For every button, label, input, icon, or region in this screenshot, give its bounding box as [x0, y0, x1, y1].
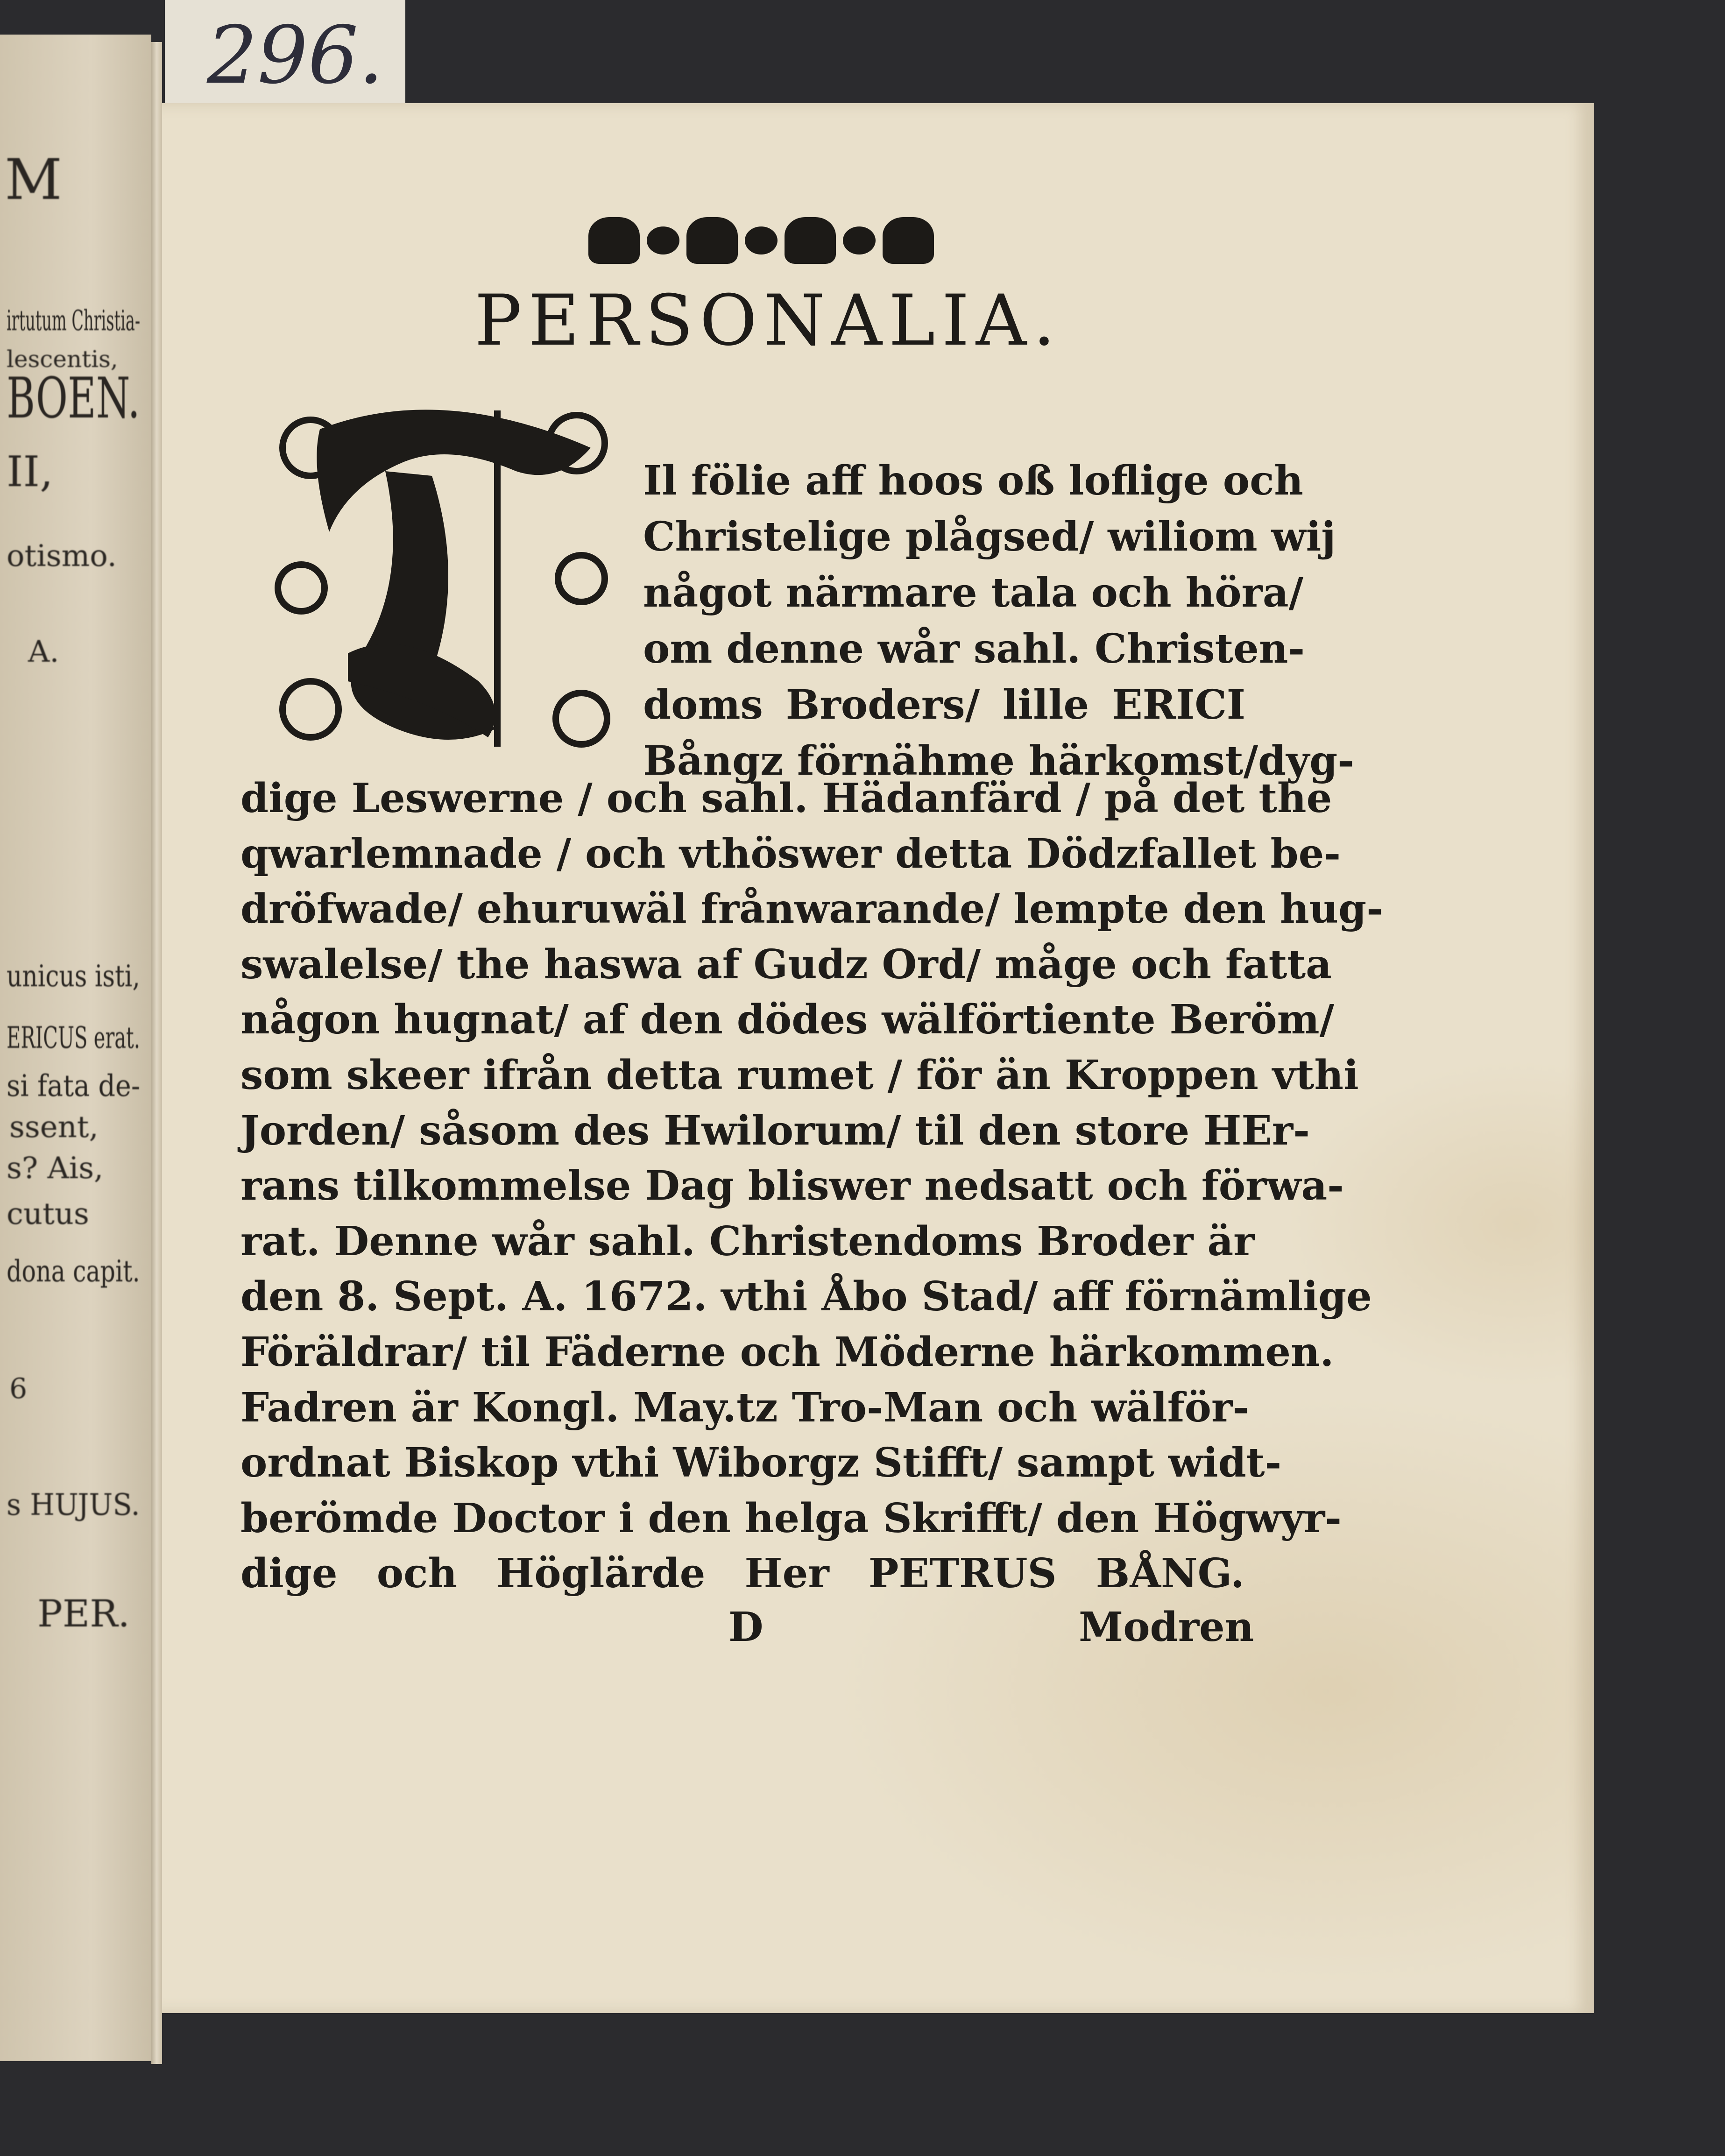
- left-page-line: M: [5, 148, 62, 212]
- left-page-line: PER.: [37, 1592, 130, 1635]
- text-line: Jorden/ såsom des Hwilorum/ til den store HEr-: [240, 1107, 1310, 1154]
- text-line: något närmare tala och höra/: [643, 569, 1303, 616]
- text-line: dige Leswerne / och sahl. Hädanfärd / på det the: [240, 775, 1332, 822]
- text-line: doms Broders/ lille ERICI: [643, 681, 1245, 728]
- text-line: den 8. Sept. A. 1672. vthi Åbo Stad/ aff förnämlige: [240, 1273, 1372, 1321]
- ornament-flourish: [785, 217, 836, 264]
- ornament-flourish: [647, 226, 679, 254]
- text-line: Föräldrar/ til Fäderne och Möderne härkommen.: [240, 1329, 1334, 1376]
- ornament-flourish: [588, 217, 640, 264]
- text-line: någon hugnat/ af den dödes wälförtiente Beröm/: [240, 996, 1334, 1044]
- left-page-line: A.: [28, 634, 59, 669]
- header-ornament: [588, 213, 934, 268]
- left-page-line: s? Ais,: [7, 1151, 104, 1186]
- text-line: som skeer ifrån detta rumet / för än Kroppen vthi: [240, 1052, 1359, 1099]
- text-line: dröfwade/ ehuruwäl frånwarande/ lempte den hug-: [240, 885, 1383, 933]
- text-line: ordnat Biskop vthi Wiborgz Stifft/ sampt widt-: [240, 1439, 1282, 1487]
- left-page-line: unicus isti,: [7, 959, 140, 994]
- left-page-line: ssent,: [9, 1110, 99, 1145]
- text-line: om denne wår sahl. Christen-: [643, 625, 1305, 672]
- left-page-line: dona capit.: [7, 1254, 140, 1289]
- ornament-flourish: [745, 226, 778, 254]
- text-line: Bångz förnähme härkomst/dyg-: [643, 737, 1354, 785]
- ornament-flourish: [883, 217, 934, 264]
- left-page-line: 6: [9, 1372, 28, 1405]
- text-line: Christelige plågsed/ wiliom wij: [643, 513, 1336, 560]
- left-page-line: II,: [7, 447, 53, 496]
- catchword: Modren: [1079, 1604, 1254, 1651]
- left-page-line: BOEN.: [7, 366, 140, 431]
- page-number: 296.: [207, 9, 384, 102]
- text-line: qwarlemnade / och vthöswer detta Dödzfallet be-: [240, 830, 1341, 877]
- ornament-flourish: [686, 217, 738, 264]
- left-page-line: irtutum Christia-: [7, 304, 141, 337]
- text-line: Il fölie aff hoos oß loflige och: [643, 457, 1303, 504]
- text-line: Fadren är Kongl. May.tz Tro-Man och wälför-: [240, 1384, 1250, 1431]
- text-line: rans tilkommelse Dag bliswer nedsatt och förwa-: [240, 1162, 1344, 1210]
- book-gutter: [151, 42, 162, 2064]
- left-page-line: si fata de-: [7, 1068, 141, 1103]
- text-line: swalelse/ the haswa af Gudz Ord/ måge och fatta: [240, 940, 1332, 988]
- left-page-line: s HUJUS.: [7, 1487, 140, 1522]
- left-page: [0, 35, 151, 2061]
- left-page-line: ERICUS erat.: [7, 1020, 140, 1055]
- left-page-line: cutus: [7, 1196, 89, 1231]
- decorated-initial-t: [255, 392, 633, 763]
- signature-mark: D: [728, 1604, 764, 1651]
- left-page-line: otismo.: [7, 538, 117, 573]
- text-line: berömde Doctor i den helga Skrifft/ den Högwyr-: [240, 1494, 1342, 1542]
- ornament-flourish: [843, 226, 876, 254]
- page-title: PERSONALIA.: [474, 280, 1062, 361]
- text-line: rat. Denne wår sahl. Christendoms Broder är: [240, 1217, 1255, 1265]
- left-page-line: lescentis,: [7, 346, 118, 373]
- text-line: dige och Höglärde Her PETRUS BÅNG.: [240, 1550, 1244, 1598]
- page-number-label: [165, 0, 405, 104]
